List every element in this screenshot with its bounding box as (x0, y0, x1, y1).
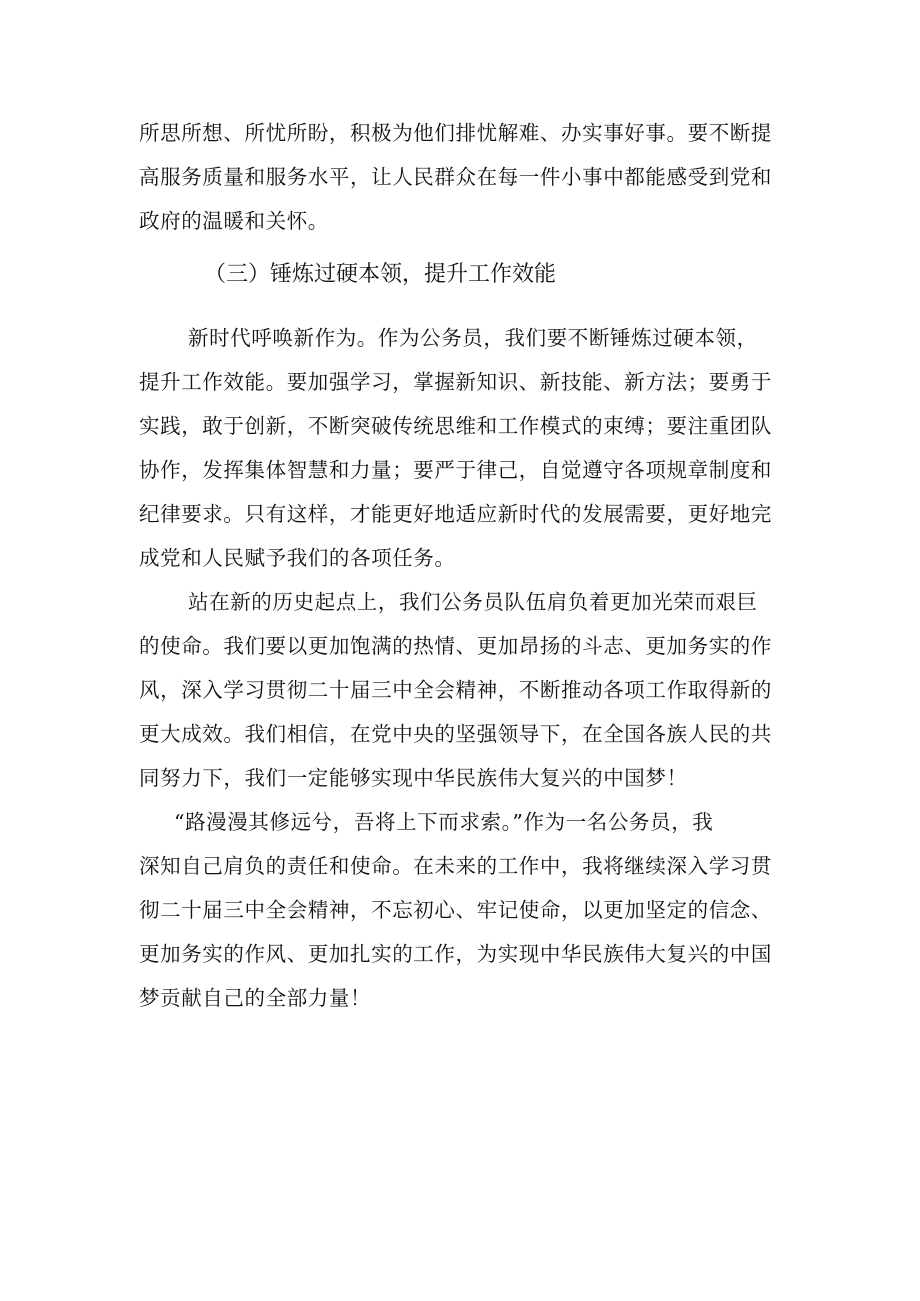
text-line: 彻二十届三中全会精神，不忘初心、牢记使命，以更加坚定的信念、 (139, 898, 772, 922)
text-line: 同努力下，我们一定能够实现中华民族伟大复兴的中国梦！ (139, 766, 688, 790)
text-line: 纪律要求。只有这样，才能更好地适应新时代的发展需要，更好地完 (139, 502, 772, 526)
text-line: 的使命。我们要以更加饱满的热情、更加昂扬的斗志、更加务实的作 (139, 634, 772, 658)
text-line: 提升工作效能。要加强学习，掌握新知识、新技能、新方法；要勇于 (139, 370, 772, 394)
text-line: 高服务质量和服务水平，让人民群众在每一件小事中都能感受到党和 (139, 165, 772, 189)
text-line: 新时代呼唤新作为。作为公务员，我们要不断锤炼过硬本领， (188, 326, 758, 350)
text-line: “路漫漫其修远兮，吾将上下而求索。”作为一名公务员，我 (174, 810, 714, 834)
text-line: 协作，发挥集体智慧和力量；要严于律己，自觉遵守各项规章制度和 (139, 458, 772, 482)
text-line: 更加务实的作风、更加扎实的工作，为实现中华民族伟大复兴的中国 (139, 942, 772, 966)
text-line: 成党和人民赋予我们的各项任务。 (139, 546, 456, 570)
text-line: 更大成效。我们相信，在党中央的坚强领导下，在全国各族人民的共 (139, 722, 772, 746)
text-line: 所思所想、所忧所盼，积极为他们排忧解难、办实事好事。要不断提 (139, 121, 772, 145)
text-line: 站在新的历史起点上，我们公务员队伍肩负着更加光荣而艰巨 (188, 590, 758, 614)
section-heading: （三）锤炼过硬本领，提升工作效能 (204, 262, 557, 287)
text-line: 政府的温暖和关怀。 (139, 209, 329, 233)
text-line: 实践，敢于创新，不断突破传统思维和工作模式的束缚；要注重团队 (139, 414, 772, 438)
text-line: 深知自己肩负的责任和使命。在未来的工作中，我将继续深入学习贯 (139, 854, 772, 878)
text-line: 风，深入学习贯彻二十届三中全会精神，不断推动各项工作取得新的 (139, 678, 772, 702)
text-line: 梦贡献自己的全部力量！ (139, 986, 372, 1010)
